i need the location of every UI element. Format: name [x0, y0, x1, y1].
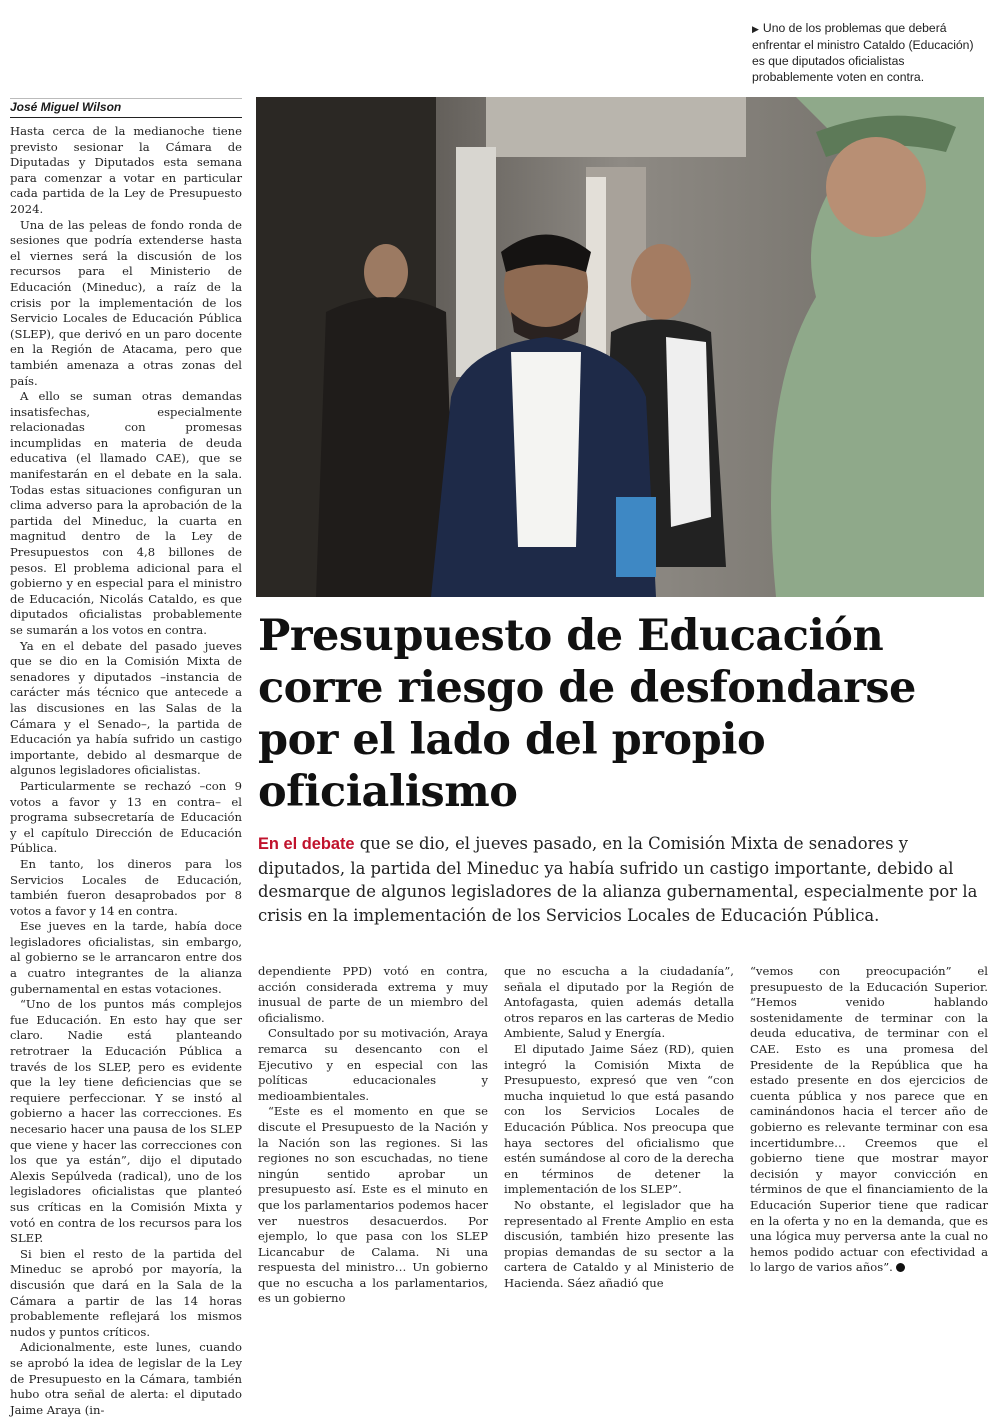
lead-text: que se dio, el jueves pasado, en la Comisión Mixta de senadores y diputados, la partida del Mineduc ya había sufrido un castigo importante, debido al desmarque de algunos legisladores de la alianza gubernamental, especialmente por la crisis en la implementación de los Servicios Locales de Educación Pública. [258, 834, 978, 925]
headline: Presupuesto de Educación corre riesgo de desfondarse por el lado del propio oficialismo [258, 611, 916, 817]
paragraph: En tanto, los dineros para los Servicios Locales de Educación, también fueron desaprobados por 8 votos a favor y 14 en contra. [10, 856, 242, 918]
paragraph [750, 964, 988, 1276]
paragraph: Ya en el debate del pasado jueves que se dio en la Comisión Mixta de senadores y diputados –instancia de carácter más técnico que antecede a las discusiones en las Salas de la Cámara y el Senado–, la partida de Educación ya había sufrido un castigo importante, debido al desmarque de algunos legisladores oficialistas. [10, 638, 242, 778]
paragraph: Consultado por su motivación, Araya remarca su desencanto con el Ejecutivo y en especial con las políticas educacionales y medioambientales. [258, 1026, 488, 1103]
photo-caption [752, 20, 988, 85]
lead-paragraph [258, 832, 978, 927]
paragraph: dependiente PPD) votó en contra, acción considerada extrema y muy inusual de parte de un miembro del oficialismo. [258, 964, 488, 1025]
article-column-1 [10, 124, 242, 1418]
paragraph: Hasta cerca de la medianoche tiene previsto sesionar la Cámara de Diputadas y Diputados esta semana para comenzar a votar en particular cada partida de la Ley de Presupuesto 2024. [10, 124, 242, 216]
byline: José Miguel Wilson [10, 100, 242, 118]
caption-arrow-icon: ▶ [752, 24, 759, 34]
caption-text: Uno de los problemas que deberá enfrentar el ministro Cataldo (Educación) es que diputados oficialistas probablemente voten en contra. [752, 21, 974, 84]
article-column-3 [504, 964, 734, 1291]
paragraph: A ello se suman otras demandas insatisfechas, especialmente relacionadas con promesas incumplidas en materia de deuda educativa (el llamado CAE), que se manifestarán en el debate en la sala. Todas estas situaciones configuran un clima adverso para la aprobación de la partida del Mineduc, la cuarta en magnitud dentro de la Ley de Presupuestos con 4,8 billones de pesos. El problema adicional para el gobierno y en especial para el ministro de Educación, Nicolás Cataldo, es que diputados oficialistas probablemente se sumarán a los votos en contra. [10, 389, 242, 637]
paragraph: Ese jueves en la tarde, había doce legisladores oficialistas, sin embargo, al gobierno se le arrancaron entre dos a cuatro integrantes de la alianza gubernamental en estas votaciones. [10, 919, 242, 996]
article-column-2 [258, 964, 488, 1307]
paragraph: Si bien el resto de la partida del Mineduc se aprobó por mayoría, la discusión que dará en la Sala de la Cámara a partir de las 14 horas probablemente reflejará los mismos nudos y puntos críticos. [10, 1246, 242, 1339]
paragraph: Particularmente se rechazó –con 9 votos a favor y 13 en contra– el programa subsecretaría de Educación y el capítulo Dirección de Educación Pública. [10, 778, 242, 856]
article-column-4 [750, 964, 988, 1276]
paragraph: Adicionalmente, este lunes, cuando se aprobó la idea de legislar de la Ley de Presupuesto en la Cámara, también hubo otra señal de alerta: el diputado Jaime Araya (in- [10, 1340, 242, 1417]
paragraph: “Uno de los puntos más complejos fue Educación. En esto hay que ser claro. Nadie está planteando retrotraer la Educación Pública a través de los SLEP, pero es evidente que la ley tiene deficiencias que se requiere perfeccionar. Y se instó al gobierno a hacer las correcciones. Es necesario hacer una pausa de los SLEP que viene y hacer las correcciones con los que ya están”, dijo el diputado Alexis Sepúlveda (radical), uno de los legisladores oficialistas que planteó sus críticas en la Comisión Mixta y votó en contra de los recursos para los SLEP. [10, 997, 242, 1246]
paragraph: El diputado Jaime Sáez (RD), quien integró la Comisión Mixta de Presupuesto, expresó que ven “con mucha inquietud lo que está pasando con los Servicios Locales de Educación Pública. Nos preocupa que haya sectores del oficialismo que estén sumándose al coro de la derecha en términos de detener la implementación de los SLEP”. [504, 1041, 734, 1197]
paragraph-text: “vemos con preocupación” el presupuesto de la Educación Superior. “Hemos venido hablando sostenidamente de terminar con la deuda educativa, de terminar con el CAE. Esto es una promesa del Presidente de la República que ha estado presente en dos ejercicios de cuenta pública y nos parece que en caminándonos hacia el tercer año de gobierno es relevante terminar con esa incertidumbre… Creemos que el gobierno tiene que mostrar mayor decisión y mayor convicción en términos de que el financiamiento de la Educación Superior tiene que radicar en la oferta y no en la demanda, que es una lógica muy perversa ante la cual no hemos podido actuar con efectividad a lo largo de varios años”. [750, 964, 988, 1275]
lead-kicker: En el debate [258, 835, 355, 853]
paragraph: Una de las peleas de fondo ronda de sesiones que podría extenderse hasta el viernes será la discusión de los recursos para el Ministerio de Educación (Mineduc), a raíz de la crisis por la implementación de los Servicio Locales de Educación Pública (SLEP), que derivó en un paro docente en la Región de Atacama, pero que también amenaza a otras zonas del país. [10, 217, 242, 388]
paragraph: “Este es el momento en que se discute el Presupuesto de la Nación y la Nación son las regiones. Si las regiones no son escuchadas, no tiene ningún sentido aprobar un presupuesto así. Este es el minuto en que los parlamentarios podemos hacer ver nuestros desacuerdos. Por ejemplo, lo que pasa con los SLEP Licancabur de Calama. Ni una respuesta del ministro… Un gobierno que no escucha a los parlamentarios, es un gobierno [258, 1104, 488, 1306]
paragraph: No obstante, el legislador que ha representado al Frente Amplio en esta discusión, también hizo presente las propias demandas de su sector a la cartera de Cataldo y al Ministerio de Hacienda. Sáez añadió que [504, 1197, 734, 1290]
news-photo [256, 97, 984, 597]
byline-rule [10, 98, 242, 99]
paragraph: que no escucha a la ciudadanía”, señala el diputado por la Región de Antofagasta, quien además detalla otros reparos en las carteras de Medio Ambiente, Salud y Energía. [504, 964, 734, 1041]
